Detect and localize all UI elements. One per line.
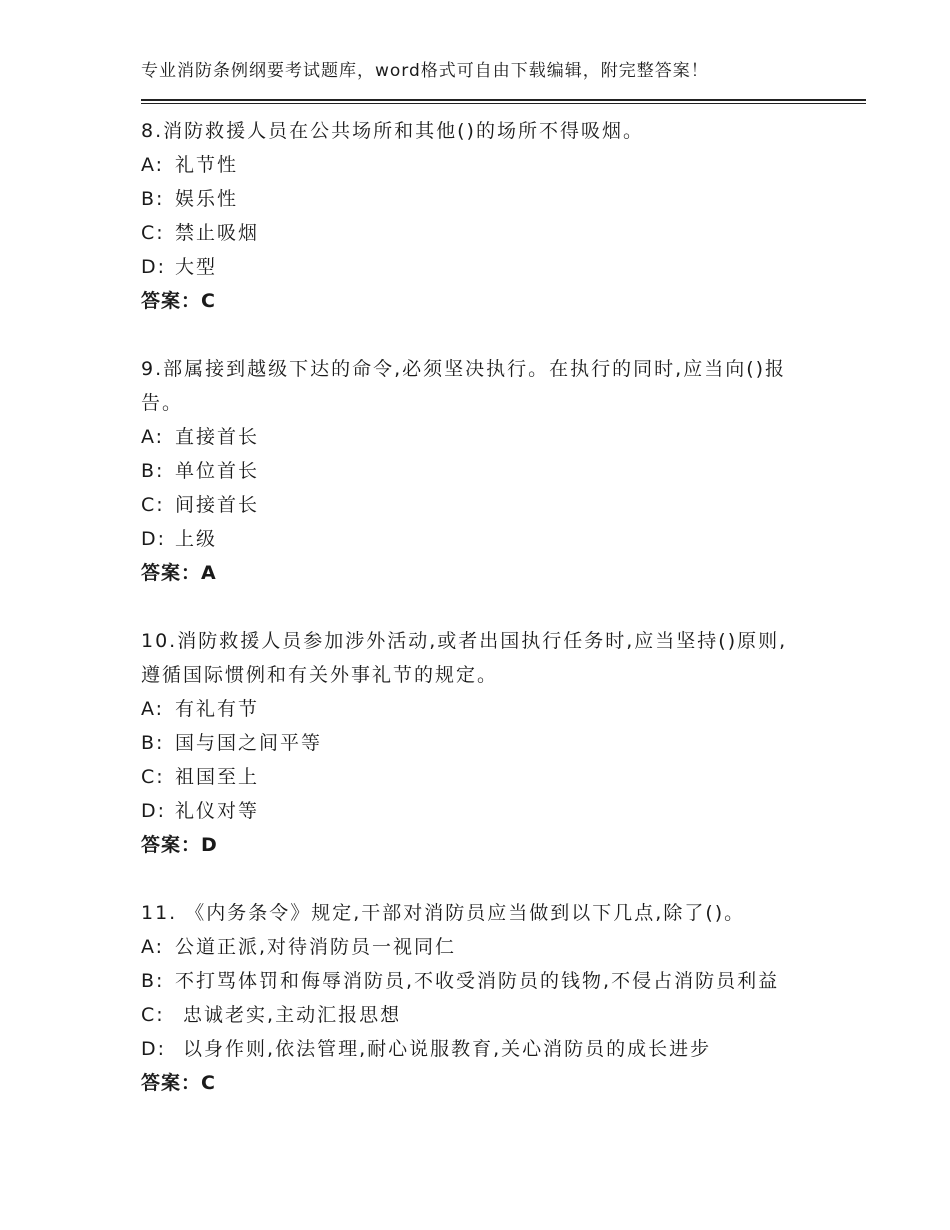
answer: 答案：C — [141, 1072, 216, 1094]
option-letter: A: — [141, 698, 165, 720]
answer: 答案：A — [141, 562, 217, 584]
option-text: 直接首长 — [175, 426, 260, 448]
option-d — [141, 522, 821, 556]
option-c — [141, 488, 821, 522]
option-text: 忠诚老实,主动汇报思想 — [175, 1004, 402, 1026]
option-text: 上级 — [175, 528, 218, 550]
option-b — [141, 726, 821, 760]
option-a — [141, 148, 821, 182]
option-text: 国与国之间平等 — [175, 732, 323, 754]
option-letter: D: — [141, 256, 167, 278]
option-a — [141, 692, 821, 726]
question-stem: 9.部属接到越级下达的命令,必须坚决执行。在执行的同时,应当向()报告。 — [141, 358, 787, 414]
option-letter: D: — [141, 1038, 167, 1060]
option-letter: B: — [141, 970, 165, 992]
option-b — [141, 454, 821, 488]
option-letter: B: — [141, 188, 165, 210]
header-divider-thin — [141, 103, 866, 104]
question-stem: 11. 《内务条令》规定,干部对消防员应当做到以下几点,除了()。 — [141, 902, 746, 924]
option-letter: B: — [141, 732, 165, 754]
option-letter: C: — [141, 494, 165, 516]
option-text: 娱乐性 — [175, 188, 239, 210]
question-stem: 10.消防救援人员参加涉外活动,或者出国执行任务时,应当坚持()原则,遵循国际惯例和有关外事礼节的规定。 — [141, 630, 788, 686]
option-text: 大型 — [175, 256, 218, 278]
option-d — [141, 250, 821, 284]
question-9 — [141, 352, 821, 590]
option-text: 间接首长 — [175, 494, 260, 516]
option-b — [141, 964, 821, 998]
header-divider-thick — [141, 99, 866, 101]
option-d — [141, 794, 821, 828]
option-c — [141, 760, 821, 794]
page-header: 专业消防条例纲要考试题库，word格式可自由下载编辑，附完整答案！ — [141, 61, 709, 81]
option-letter: D: — [141, 528, 167, 550]
option-letter: A: — [141, 154, 165, 176]
option-text: 不打骂体罚和侮辱消防员,不收受消防员的钱物,不侵占消防员利益 — [175, 970, 780, 992]
option-text: 公道正派,对待消防员一视同仁 — [175, 936, 457, 958]
option-text: 礼仪对等 — [175, 800, 260, 822]
option-letter: A: — [141, 426, 165, 448]
answer: 答案：D — [141, 834, 218, 856]
option-text: 礼节性 — [175, 154, 239, 176]
option-text: 以身作则,依法管理,耐心说服教育,关心消防员的成长进步 — [175, 1038, 712, 1060]
option-c — [141, 216, 821, 250]
option-d — [141, 1032, 821, 1066]
option-b — [141, 182, 821, 216]
option-letter: C: — [141, 1004, 165, 1026]
option-letter: C: — [141, 766, 165, 788]
option-text: 祖国至上 — [175, 766, 260, 788]
option-letter: C: — [141, 222, 165, 244]
option-text: 有礼有节 — [175, 698, 260, 720]
option-text: 单位首长 — [175, 460, 260, 482]
question-10 — [141, 624, 821, 862]
option-a — [141, 420, 821, 454]
question-11 — [141, 896, 821, 1100]
option-letter: D: — [141, 800, 167, 822]
option-letter: B: — [141, 460, 165, 482]
question-list — [141, 114, 821, 1100]
question-8 — [141, 114, 821, 318]
question-stem: 8.消防救援人员在公共场所和其他()的场所不得吸烟。 — [141, 120, 644, 142]
option-c — [141, 998, 821, 1032]
option-letter: A: — [141, 936, 165, 958]
option-a — [141, 930, 821, 964]
option-text: 禁止吸烟 — [175, 222, 260, 244]
answer: 答案：C — [141, 290, 216, 312]
